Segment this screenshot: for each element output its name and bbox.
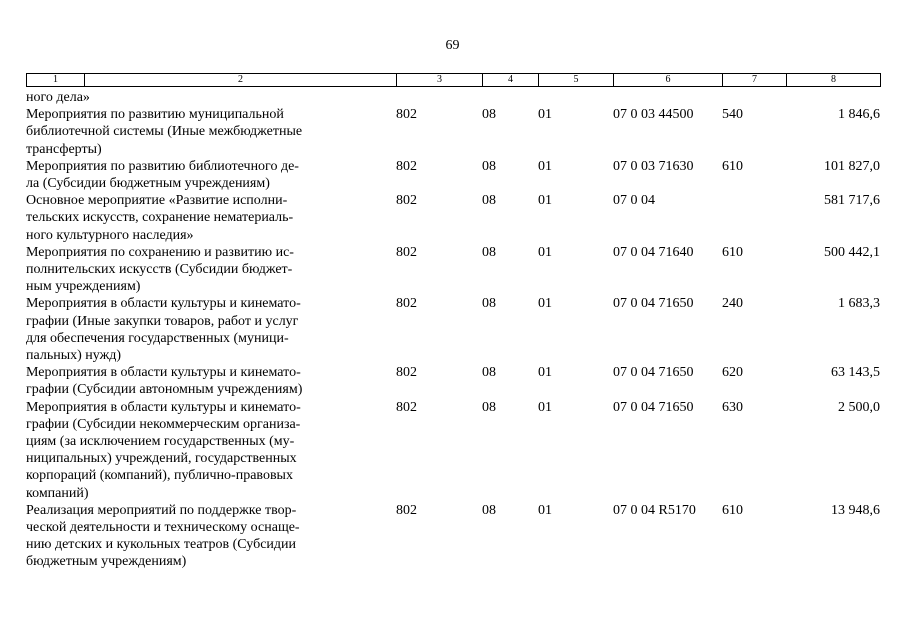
row-subsection-code: 01 <box>538 107 552 123</box>
table-row <box>26 364 880 398</box>
row-description: Мероприятия по развитию муниципальной библиотечной системы (Иные межбюджетные трансферты) <box>26 107 303 157</box>
row-subsection-code: 01 <box>538 365 552 381</box>
continuation-text: ного дела» <box>26 90 90 105</box>
row-amount: 13 948,6 <box>831 502 880 518</box>
row-amount: 581 717,6 <box>824 193 880 209</box>
column-header-7: 7 <box>723 74 787 87</box>
row-target-article: 07 0 03 44500 <box>613 107 694 123</box>
row-expense-type: 240 <box>722 296 743 312</box>
row-target-article: 07 0 04 R5170 <box>613 502 696 518</box>
row-ministry-code: 802 <box>396 244 417 260</box>
row-subsection-code: 01 <box>538 399 552 415</box>
row-expense-type: 610 <box>722 502 743 518</box>
table-row <box>26 158 880 192</box>
row-description: Мероприятия в области культуры и кинемато- графии (Субсидии некоммерческим организа- циям (за исключением государственных (му- ниципальных) учреждений, государственных корпораций (компаний), публично-правовых компаний) <box>26 399 301 501</box>
column-header-5: 5 <box>539 74 614 87</box>
row-amount: 500 442,1 <box>824 244 880 260</box>
column-header-row <box>26 73 881 87</box>
row-expense-type: 610 <box>722 244 743 260</box>
column-header-3: 3 <box>397 74 483 87</box>
row-expense-type: 540 <box>722 107 743 123</box>
row-expense-type: 610 <box>722 158 743 174</box>
row-subsection-code: 01 <box>538 158 552 174</box>
table-row <box>26 244 880 296</box>
table-row <box>26 106 880 158</box>
column-header-6: 6 <box>614 74 723 87</box>
row-target-article: 07 0 04 71640 <box>613 244 694 260</box>
row-amount: 101 827,0 <box>824 158 880 174</box>
row-expense-type: 630 <box>722 399 743 415</box>
column-header-1: 1 <box>27 74 85 87</box>
row-ministry-code: 802 <box>396 296 417 312</box>
row-ministry-code: 802 <box>396 158 417 174</box>
row-amount: 2 500,0 <box>838 399 880 415</box>
row-section-code: 08 <box>482 365 496 381</box>
row-section-code: 08 <box>482 244 496 260</box>
row-target-article: 07 0 03 71630 <box>613 158 694 174</box>
column-header-4: 4 <box>483 74 539 87</box>
row-subsection-code: 01 <box>538 193 552 209</box>
table-row <box>26 295 880 364</box>
row-section-code: 08 <box>482 158 496 174</box>
row-subsection-code: 01 <box>538 244 552 260</box>
row-subsection-code: 01 <box>538 296 552 312</box>
row-description: Реализация мероприятий по поддержке твор- ческой деятельности и техническому оснаще- нию детских и кукольных театров (Субсидии бюджетным учреждениям) <box>26 502 300 570</box>
budget-table-body <box>26 89 880 571</box>
row-amount: 1 846,6 <box>838 107 880 123</box>
row-target-article: 07 0 04 <box>613 193 655 209</box>
row-ministry-code: 802 <box>396 365 417 381</box>
table-row <box>26 399 880 502</box>
row-subsection-code: 01 <box>538 502 552 518</box>
row-ministry-code: 802 <box>396 502 417 518</box>
row-description: Мероприятия в области культуры и кинемато- графии (Субсидии автономным учреждениям) <box>26 365 303 398</box>
row-section-code: 08 <box>482 502 496 518</box>
column-header-8: 8 <box>787 74 881 87</box>
row-expense-type <box>722 192 786 244</box>
row-target-article: 07 0 04 71650 <box>613 296 694 312</box>
continuation-row <box>26 89 880 106</box>
row-section-code: 08 <box>482 107 496 123</box>
row-amount: 1 683,3 <box>838 296 880 312</box>
table-row <box>26 192 880 244</box>
row-section-code: 08 <box>482 193 496 209</box>
column-header-2: 2 <box>85 74 397 87</box>
row-expense-type: 620 <box>722 365 743 381</box>
table-row <box>26 502 880 571</box>
row-target-article: 07 0 04 71650 <box>613 365 694 381</box>
row-ministry-code: 802 <box>396 193 417 209</box>
row-amount: 63 143,5 <box>831 365 880 381</box>
row-description: Мероприятия по сохранению и развитию ис- полнительских искусств (Субсидии бюджет- ным учреждениям) <box>26 244 294 295</box>
row-ministry-code: 802 <box>396 107 417 123</box>
row-description: Основное мероприятие «Развитие исполни- тельских искусств, сохранение нематериаль- ного культурного наследия» <box>26 193 294 243</box>
row-description: Мероприятия в области культуры и кинемато- графии (Иные закупки товаров, работ и услуг для обеспечения государственных (муници- пальных) нужд) <box>26 296 301 364</box>
row-section-code: 08 <box>482 296 496 312</box>
page-number: 69 <box>445 38 460 53</box>
row-section-code: 08 <box>482 399 496 415</box>
row-ministry-code: 802 <box>396 399 417 415</box>
row-target-article: 07 0 04 71650 <box>613 399 694 415</box>
row-description: Мероприятия по развитию библиотечного де- ла (Субсидии бюджетным учреждениям) <box>26 158 299 192</box>
